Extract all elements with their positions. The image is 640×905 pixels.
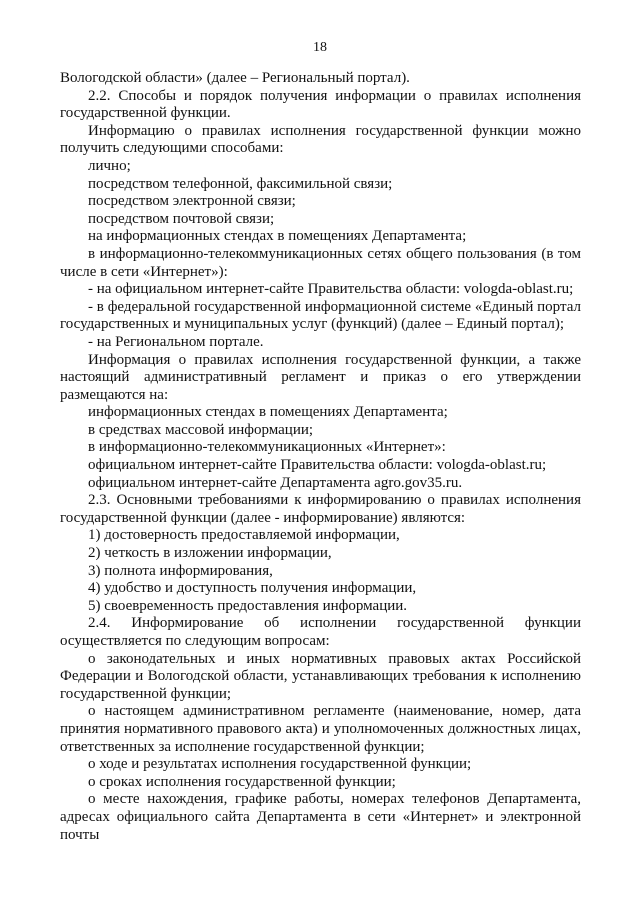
list-item: информационных стендах в помещениях Департамента;	[88, 404, 448, 421]
paragraph: Информацию о правилах исполнения государственной функции можно получить следующими способами:	[60, 122, 581, 157]
list-item: в информационно-телекоммуникационных сетях общего пользования (в том числе в сети «Интернет»):	[60, 245, 581, 280]
section-heading-2-3: 2.3. Основными требованиями к информированию о правилах исполнения государственной функции (далее - информирование) являются:	[60, 492, 581, 526]
list-item: - на официальном интернет-сайте Правительства области: vologda-oblast.ru;	[88, 281, 574, 298]
list-item: посредством электронной связи;	[88, 193, 296, 210]
list-item: о настоящем административном регламенте (наименование, номер, дата принятия нормативного правового акта) и уполномоченных должностных лицах, ответственных за исполнение государственной функции;	[60, 703, 581, 755]
list-item: 1) достоверность предоставляемой информации,	[88, 527, 400, 544]
paragraph: Вологодской области» (далее – Региональный портал).	[60, 70, 410, 86]
list-item: лично;	[88, 157, 131, 174]
list-item: 2) четкость в изложении информации,	[88, 545, 332, 562]
list-item: в информационно-телекоммуникационных «Интернет»:	[88, 439, 446, 456]
list-item: о сроках исполнения государственной функции;	[88, 773, 396, 790]
list-item: о законодательных и иных нормативных правовых актах Российской Федерации и Вологодской области, устанавливающих требования к исполнению государственной функции;	[60, 650, 581, 702]
list-item: посредством почтовой связи;	[88, 210, 275, 227]
list-item: о месте нахождения, графике работы, номерах телефонов Департамента, адресах официального сайта Департамента в сети «Интернет» и электронной почты	[60, 791, 581, 843]
list-item: официальном интернет-сайте Правительства области: vologda-oblast.ru;	[88, 457, 547, 474]
list-item: 3) полнота информирования,	[88, 562, 273, 579]
page-number: 18	[313, 40, 327, 55]
list-item: в средствах массовой информации;	[88, 421, 314, 438]
list-item: на информационных стендах в помещениях Департамента;	[88, 228, 467, 245]
list-item: посредством телефонной, факсимильной связи;	[88, 175, 393, 192]
list-item: официальном интернет-сайте Департамента agro.gov35.ru.	[88, 474, 463, 491]
list-item: - на Региональном портале.	[88, 333, 264, 350]
list-item: о ходе и результатах исполнения государственной функции;	[88, 756, 472, 773]
paragraph: Информация о правилах исполнения государственной функции, а также настоящий административный регламент и приказ о его утверждении размещаются на:	[60, 351, 581, 403]
section-heading-2-2: 2.2. Способы и порядок получения информации о правилах исполнения государственной функции.	[60, 87, 581, 122]
list-item: - в федеральной государственной информационной системе «Единый портал государственных и муниципальных услуг (функций) (далее – Единый портал);	[60, 298, 581, 333]
list-item: 4) удобство и доступность получения информации,	[88, 580, 417, 597]
section-heading-2-4: 2.4. Информирование об исполнении государственной функции осуществляется по следующим вопросам:	[60, 615, 581, 649]
list-item: 5) своевременность предоставления информации.	[88, 597, 408, 614]
document-body	[60, 70, 581, 844]
